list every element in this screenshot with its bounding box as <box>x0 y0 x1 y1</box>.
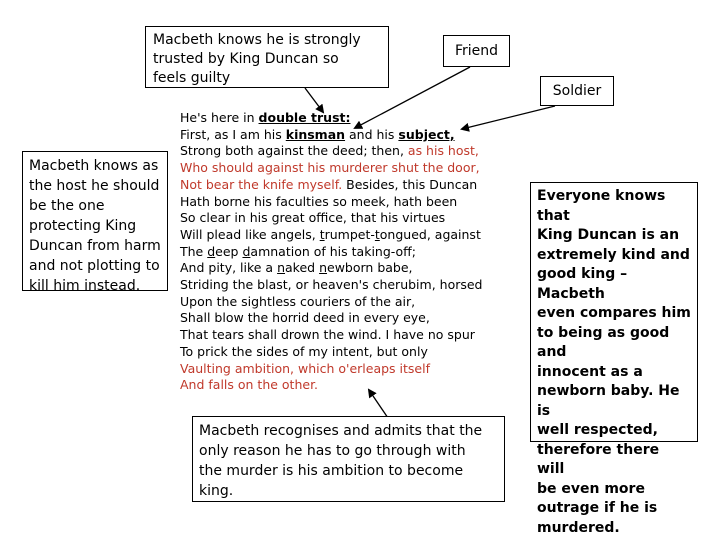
macbeth-soliloquy-quote <box>180 110 510 394</box>
quote-line-9: The deep damnation of his taking-off; <box>180 243 416 259</box>
highlight-subject: subject, <box>398 126 455 142</box>
quote-line-14: That tears shall drown the wind. I have no spur <box>180 327 475 343</box>
highlight-kinsman: kinsman <box>285 126 346 142</box>
quote-line-13: Shall blow the horrid deed in every eye, <box>180 310 430 326</box>
quote-line-16: Vaulting ambition, which o'erleaps itself <box>180 360 430 376</box>
quote-line-17: And falls on the other. <box>180 377 319 393</box>
arrow-ambition-to-vaulting <box>369 390 388 418</box>
annotation-box-friend: Friend <box>443 35 510 67</box>
quote-line-8: Will plead like angels, trumpet-tongued, against <box>180 226 481 242</box>
highlight-as-his-host: as his host, <box>407 143 479 159</box>
quote-line-12: Upon the sightless couriers of the air, <box>180 293 416 309</box>
quote-line-3: Strong both against the deed; then, as his host, <box>180 143 479 159</box>
quote-line-1: He's here in double trust: <box>180 110 351 125</box>
quote-line-7: So clear in his great office, that his virtues <box>180 210 446 226</box>
highlight-double-trust: double trust: <box>258 110 351 125</box>
quote-line-11: Striding the blast, or heaven's cherubim, horsed <box>180 277 483 293</box>
annotation-box-ambition: Macbeth recognises and admits that the only reason he has to go through with the murder is his ambition to become king. <box>192 416 505 502</box>
annotation-box-guilty: Macbeth knows he is strongly trusted by King Duncan so feels guilty <box>145 26 389 88</box>
quote-line-4: Who should against his murderer shut the door, <box>180 160 480 176</box>
quote-line-6: Hath borne his faculties so meek, hath been <box>180 193 458 209</box>
arrow-guilty-to-double-trust <box>305 88 323 112</box>
quote-line-15: To prick the sides of my intent, but only <box>180 343 428 359</box>
annotation-box-everyone-knows: Everyone knows that King Duncan is an extremely kind and good king – Macbeth even compares him to being as good and innocent as a newborn baby. He is well respected, therefore there will be even more outrage if he is murdered. <box>530 182 698 442</box>
annotation-box-host: Macbeth knows as the host he should be the one protecting King Duncan from harm and not plotting to kill him instead. <box>22 151 168 291</box>
annotation-box-soldier: Soldier <box>540 76 614 106</box>
quote-line-10: And pity, like a naked newborn babe, <box>180 260 413 276</box>
quote-line-5: Not bear the knife myself. Besides, this Duncan <box>180 176 478 192</box>
quote-line-2: First, as I am his kinsman and his subject, <box>180 126 455 142</box>
